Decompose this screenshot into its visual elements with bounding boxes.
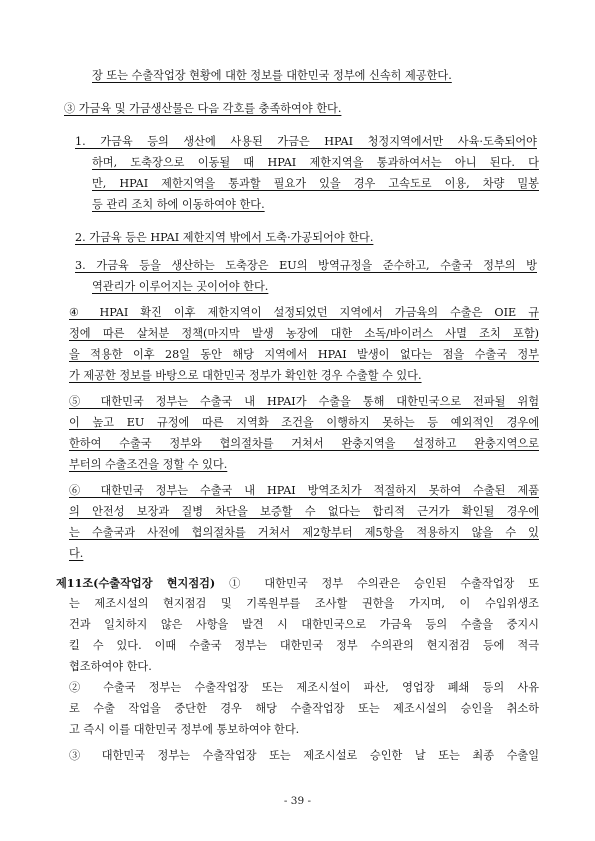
text-line-28: 로 수출 작업을 중단한 경우 해당 수출작업장 또는 제조시설의 승인을 취소하	[69, 702, 539, 715]
text-line-7: 2. 가금육 등은 HPAI 제한지역 밖에서 도축·가공되어야 한다.	[75, 231, 374, 244]
text-line-16: 한하여 수출국 정부와 협의절차를 거쳐서 완충지역을 설정하고 완충지역으로	[69, 437, 539, 450]
text-line-25: 킬 수 있다. 이때 수출국 정부는 대한민국 정부 수의관의 현지점검 등에 적극	[69, 639, 539, 652]
text-line-26: 협조하여야 한다.	[69, 660, 152, 673]
text-line-30: ③ 대한민국 정부는 수출작업장 또는 제조시설로 승인한 날 또는 최종 수출일	[69, 749, 539, 762]
text-line-11: 정에 따른 살처분 정책(마지막 발생 농장에 대한 소독/바이러스 사멸 조치 포함)	[69, 327, 539, 340]
text-line-27: ② 수출국 정부는 수출작업장 또는 제조시설이 파산, 영업장 폐쇄 등의 사유	[69, 681, 539, 694]
text-line-1: 장 또는 수출작업장 현황에 대한 정보를 대한민국 정부에 신속히 제공한다.	[92, 69, 452, 82]
text-line-10: ④ HPAI 확진 이후 제한지역이 설정되었던 지역에서 가금육의 수출은 OIE 규	[69, 306, 539, 319]
text-line-24: 건과 일치하지 않은 사항을 발견 시 대한민국으로 가금육 등의 수출을 중지시	[69, 618, 539, 631]
text-line-20: 는 수출국과 사전에 협의절차를 거쳐서 제2항부터 제5항을 적용하지 않을 수 있	[69, 526, 539, 539]
text-line-12: 을 적용한 이후 28일 동안 해당 지역에서 HPAI 발생이 없다는 점을 수출국 정부	[69, 348, 539, 361]
text-line-9: 역관리가 이루어지는 곳이어야 한다.	[92, 280, 269, 293]
text-line-18: ⑥ 대한민국 정부는 수출국 내 HPAI 방역조치가 적절하지 못하여 수출된 제품	[69, 484, 539, 497]
text-line-21: 다.	[69, 547, 84, 560]
text-line-8: 3. 가금육 등을 생산하는 도축장은 EU의 방역규정을 준수하고, 수출국 정부의 방	[75, 259, 537, 272]
text-line-14: ⑤ 대한민국 정부는 수출국 내 HPAI가 수출을 통해 대한민국으로 전파될 위험	[69, 395, 539, 408]
text-line-23: 는 제조시설의 현지점검 및 기록원부를 조사할 권한을 가지며, 이 수입위생조	[69, 597, 539, 610]
text-line-19: 의 안전성 보장과 질병 차단을 보증할 수 없다는 합리적 근거가 확인될 경우에	[69, 505, 539, 518]
article-11-text: ① 대한민국 정부 수의관은 승인된 수출작업장 또	[215, 577, 539, 590]
text-line-4: 하며, 도축장으로 이동될 때 HPAI 제한지역을 통과하여서는 아니 된다. 다	[92, 156, 539, 169]
text-line-29: 고 즉시 이를 대한민국 정부에 통보하여야 한다.	[69, 723, 300, 736]
page-number: - 39 -	[283, 795, 312, 807]
text-line-13: 가 제공한 정보를 바탕으로 대한민국 정부가 확인한 경우 수출할 수 있다.	[69, 369, 422, 382]
text-line-6: 등 관리 조치 하에 이동하여야 한다.	[92, 198, 265, 211]
article-11-first-line	[56, 573, 539, 594]
article-11-heading: 제11조(수출작업장 현지점검)	[56, 576, 216, 590]
text-line-5: 만, HPAI 제한지역을 통과할 필요가 있을 경우 고속도로 이용, 차량 밀봉	[92, 177, 539, 190]
text-line-15: 이 높고 EU 규정에 따른 지역화 조건을 이행하지 못하는 등 예외적인 경우에	[69, 416, 539, 429]
text-line-2: ③ 가금육 및 가금생산물은 다음 각호를 충족하여야 한다.	[64, 102, 342, 115]
text-line-3: 1. 가금육 등의 생산에 사용된 가금은 HPAI 청정지역에서만 사육·도축되어야	[75, 135, 537, 148]
text-line-17: 부터의 수출조건을 정할 수 있다.	[69, 458, 228, 471]
